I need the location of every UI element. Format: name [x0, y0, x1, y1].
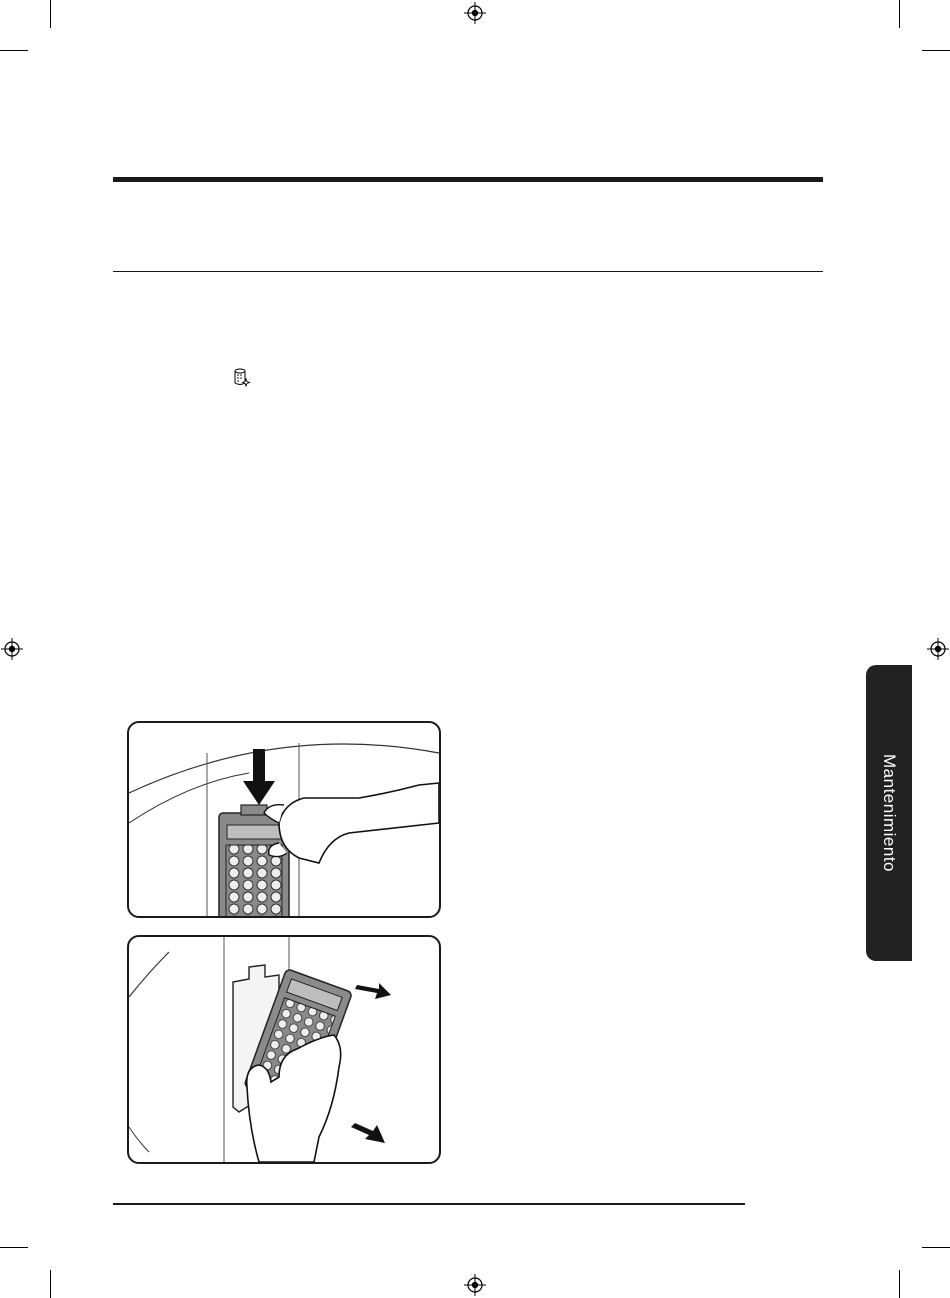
crop-mark-top-left-h — [0, 50, 28, 51]
crop-mark-bottom-left-h — [0, 1247, 28, 1248]
insert-filter-figure — [127, 935, 441, 1164]
crop-mark-bottom-right-v — [899, 1270, 900, 1298]
footer-rule — [113, 1203, 745, 1205]
crop-mark-top-right-v — [899, 0, 900, 28]
crop-mark-top-left-v — [50, 0, 51, 28]
remove-filter-figure — [127, 721, 441, 918]
registration-mark-icon — [927, 638, 949, 660]
deodorization-filter-icon — [233, 368, 251, 388]
registration-mark-icon — [1, 638, 23, 660]
crop-mark-top-right-h — [922, 50, 950, 51]
section-side-tab — [866, 665, 912, 961]
registration-mark-icon — [464, 1274, 486, 1296]
crop-mark-bottom-left-v — [50, 1270, 51, 1298]
header-rule-thin — [113, 271, 823, 272]
crop-mark-bottom-right-h — [922, 1247, 950, 1248]
registration-mark-icon — [464, 2, 486, 24]
side-tab-label: Mantenimiento — [880, 753, 899, 873]
header-rule-thick — [113, 177, 823, 182]
